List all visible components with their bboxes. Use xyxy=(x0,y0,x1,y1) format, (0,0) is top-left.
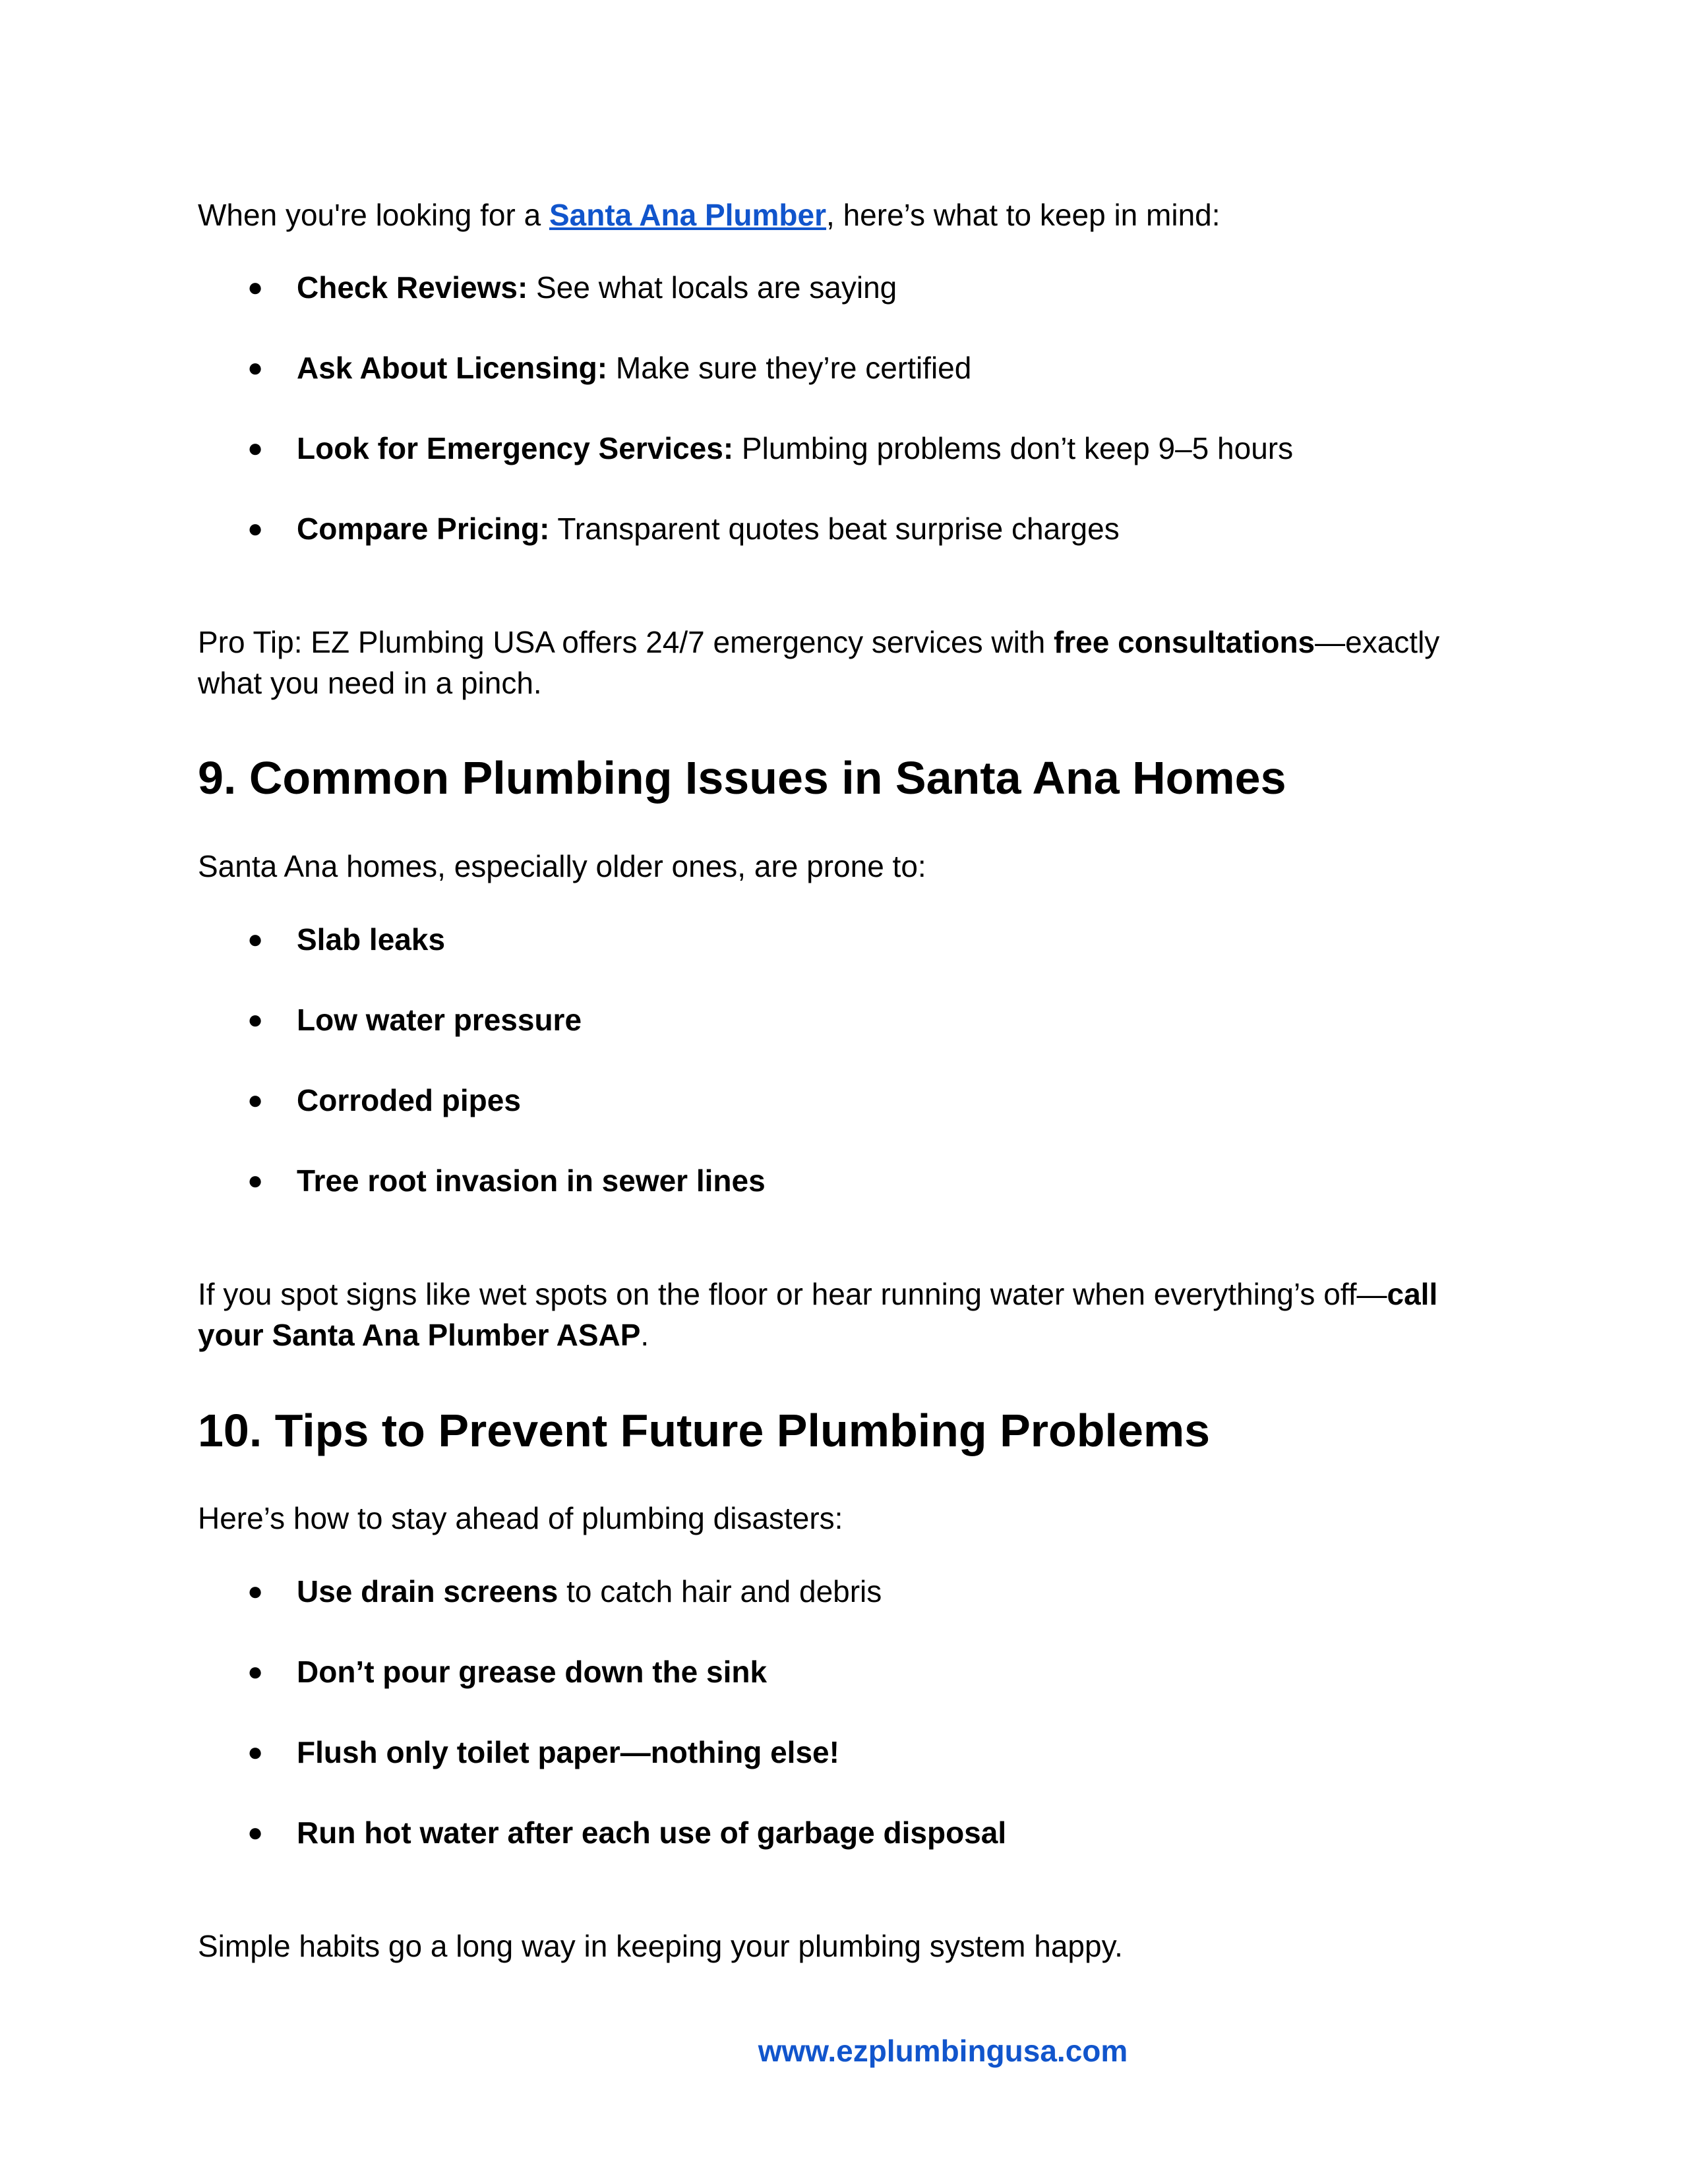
list-item-text: Make sure they’re certified xyxy=(607,351,972,385)
list-item-text: See what locals are saying xyxy=(528,270,897,305)
pro-tip-text-after: —exactly what you need in a pinch. xyxy=(198,625,1440,700)
section-9-intro: Santa Ana homes, especially older ones, are prone to: xyxy=(198,849,926,883)
list-item-bold: Look for Emergency Services: xyxy=(297,431,734,465)
bullet-icon: ● xyxy=(247,1738,264,1767)
bullet-icon: ● xyxy=(247,1166,264,1195)
section-9-closing-bold: call your Santa Ana Plumber ASAP xyxy=(198,1277,1438,1352)
list-item-bold: Slab leaks xyxy=(297,922,446,957)
bullet-icon: ● xyxy=(247,353,264,382)
footer-website-link[interactable]: www.ezplumbingusa.com xyxy=(758,2034,1128,2068)
list-item-bold: Ask About Licensing: xyxy=(297,351,608,385)
bullet-icon: ● xyxy=(247,514,264,543)
bullet-icon: ● xyxy=(247,1657,264,1686)
intro-paragraph xyxy=(198,194,1464,235)
bullet-icon: ● xyxy=(247,1086,264,1115)
section-10-closing: Simple habits go a long way in keeping your plumbing system happy. xyxy=(198,1929,1123,1963)
bullet-icon: ● xyxy=(247,1818,264,1847)
pro-tip-bold: free consultations xyxy=(1053,625,1315,659)
section-9-closing-end: . xyxy=(640,1318,649,1352)
list-item-bold: Tree root invasion in sewer lines xyxy=(297,1164,766,1198)
intro-text-after: , here’s what to keep in mind: xyxy=(826,198,1221,232)
list-item-bold: Don’t pour grease down the sink xyxy=(297,1655,768,1689)
section-10-heading: 10. Tips to Prevent Future Plumbing Problems xyxy=(198,1405,1211,1456)
list-item-bold: Flush only toilet paper—nothing else! xyxy=(297,1735,839,1769)
pro-tip-text-before: Pro Tip: EZ Plumbing USA offers 24/7 emergency services with xyxy=(198,625,1054,659)
pro-tip-paragraph xyxy=(198,622,1464,703)
bullet-icon: ● xyxy=(247,925,264,954)
list-item-bold: Check Reviews: xyxy=(297,270,528,305)
list-item-bold: Use drain screens xyxy=(297,1574,558,1608)
list-item-text: Plumbing problems don’t keep 9–5 hours xyxy=(733,431,1294,465)
section-9-heading: 9. Common Plumbing Issues in Santa Ana Homes xyxy=(198,752,1286,804)
list-item-bold: Low water pressure xyxy=(297,1003,582,1037)
list-item-bold: Run hot water after each use of garbage disposal xyxy=(297,1815,1007,1850)
list-item-bold: Compare Pricing: xyxy=(297,512,550,546)
list-item-bold: Corroded pipes xyxy=(297,1083,521,1117)
santa-ana-plumber-link[interactable]: Santa Ana Plumber xyxy=(549,198,827,232)
bullet-icon: ● xyxy=(247,1005,264,1034)
section-9-closing-text: If you spot signs like wet spots on the floor or hear running water when everything’s off— xyxy=(198,1277,1387,1311)
list-item-text: to catch hair and debris xyxy=(558,1574,882,1608)
bullet-icon: ● xyxy=(247,434,264,463)
bullet-icon: ● xyxy=(247,1577,264,1606)
list-item-text: Transparent quotes beat surprise charges xyxy=(549,512,1120,546)
intro-text-before: When you're looking for a xyxy=(198,198,549,232)
bullet-icon: ● xyxy=(247,273,264,302)
section-9-closing xyxy=(198,1274,1464,1355)
section-10-intro: Here’s how to stay ahead of plumbing disasters: xyxy=(198,1501,843,1535)
